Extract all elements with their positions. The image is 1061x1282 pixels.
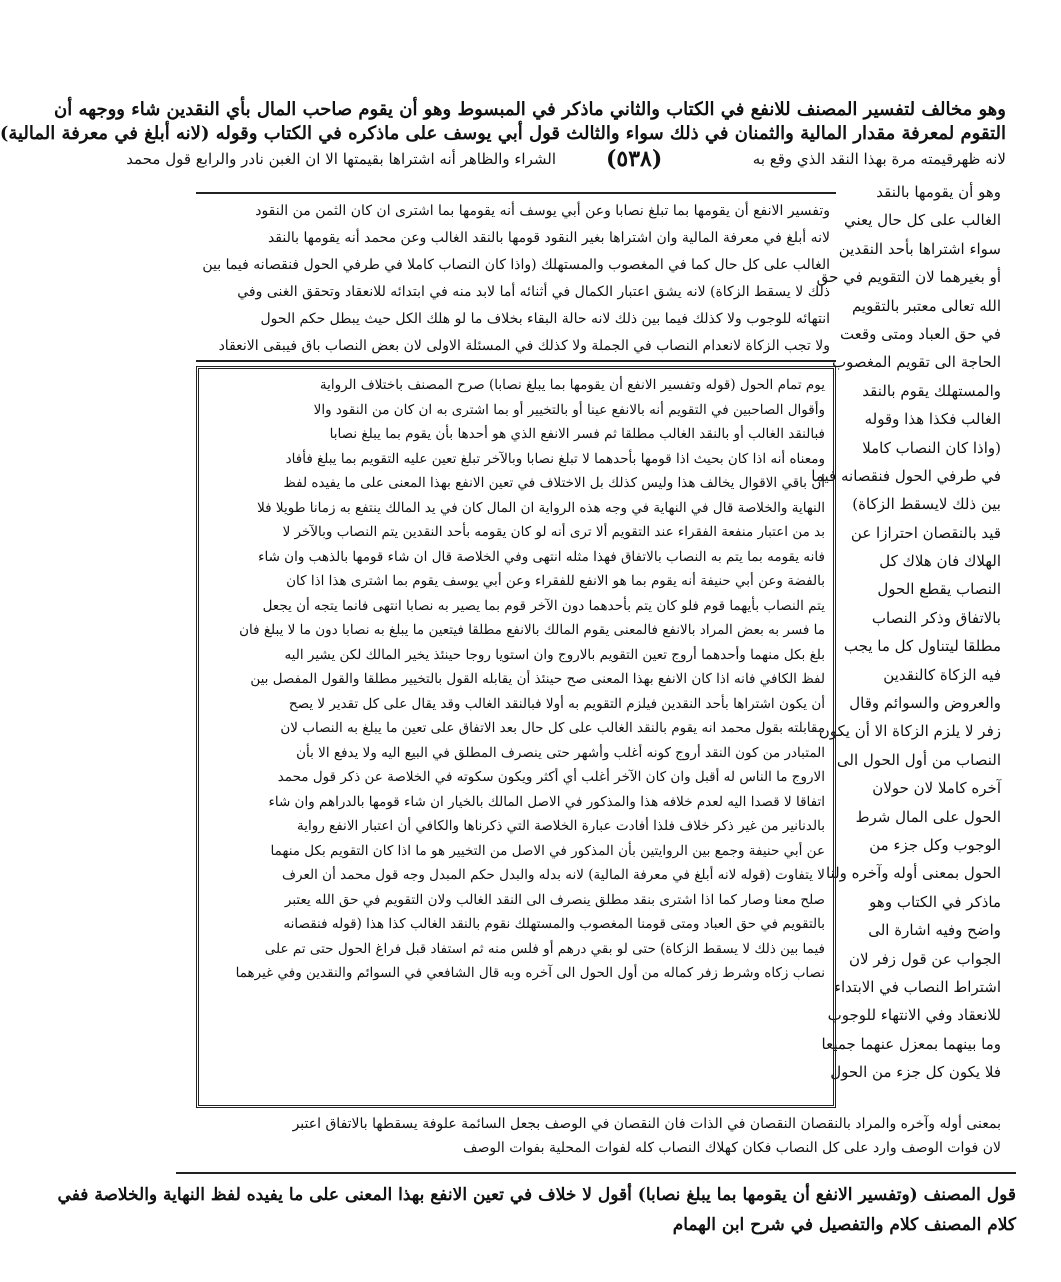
side-line: للانعقاد وفي الانتهاء للوجوب — [827, 1006, 1001, 1025]
commentary-line: يوم تمام الحول (قوله وتفسير الانفع أن يقومها بما يبلغ نصابا) صرح المصنف باختلاف الرواية — [319, 377, 825, 393]
commentary-line: أن باقي الاقوال يخالف هذا وليس كذلك بل الاختلاف في تعين الانفع بهذا المعنى على ما يفيده لفظ — [283, 475, 825, 491]
commentary-line: فيما بين ذلك لا يسقط الزكاة) حتى لو بقي درهم أو فلس منه ثم استفاد قبل فراغ الحول حتى تم على — [264, 940, 825, 957]
side-line: الهلاك فان هلاك كل — [879, 552, 1001, 571]
side-line: زفر لا يلزم الزكاة الا أن يكون — [818, 722, 1001, 741]
commentary-line: لا يتفاوت (قوله لانه أبلغ في معرفة المالية) لانه بدله والبدل حكم المبدل وجه قول محمد أن العرف — [282, 867, 825, 883]
side-line: والعروض والسوائم وقال — [849, 694, 1001, 713]
side-line: بالاتفاق وذكر النصاب — [871, 608, 1001, 627]
commentary-frame — [196, 366, 836, 1108]
running-head-left: الشراء والظاهر أنه اشتراها بقيمتها الا ان الغبن نادر والرابع قول محمد — [126, 150, 556, 168]
commentary-line: ما فسر به بعض المراد بالانفع فالمعنى يقوم المالك بالانفع مطلقا فيتعين ما يبلغ به نصابا دون ما لا يبلغ فان — [239, 622, 825, 638]
commentary-line: ومعناه أنه اذا كان بحيث اذا قومها بأحدهما لا تبلغ نصابا وبالآخر تبلغ تعين عليه التقويم بما يبلغ فأفاد — [285, 450, 825, 467]
footnote-divider — [176, 1172, 1016, 1174]
footnote-line: قول المصنف (وتفسير الانفع أن يقومها بما يبلغ نصابا) أقول لا خلاف في تعين الانفع بهذا المعنى على ما يفيده لفظ النهاية والخلاصة ففي — [57, 1185, 1016, 1205]
side-line: بين ذلك لايسقط الزكاة) — [852, 495, 1001, 514]
side-line: النصاب يقطع الحول — [877, 580, 1001, 599]
commentary-line: نصاب زكاه وشرط زفر كماله من أول الحول الى آخره وبه قال الشافعي في السوائم والنقدين وفي غيرهما — [235, 965, 825, 981]
side-line: الجواب عن قول زفر لان — [849, 949, 1001, 968]
commentary-line: مقابلته بقول محمد انه يقوم بالنقد الغالب على كل حال بعد الاتفاق على تعين ما يبلغ به النصاب لان — [280, 720, 825, 736]
commentary-line: النهاية والخلاصة قال في النهاية في وجه هذه الرواية ان المال كان في يد المالك ينتفع به زمانا طويلا فلا — [257, 499, 825, 516]
commentary-line: بالدنانير من غير ذكر خلاف فلذا أفادت عبارة الخلاصة التي ذكرناها والكافي أن اعتبار الانفع رواية — [296, 818, 825, 834]
main-text-line: ولا تجب الزكاة لانعدام النصاب في الجملة ولا كذلك في المسئلة الاولى لان بعض النصاب باق فيبقى الانعقاد — [218, 338, 830, 354]
side-line: ماذكر في الكتاب وهو — [869, 892, 1001, 911]
side-line: (واذا كان النصاب كاملا — [862, 438, 1001, 457]
footnote-line: كلام المصنف كلام والتفصيل في شرح ابن الهمام — [672, 1215, 1016, 1235]
side-line: مطلقا ليتناول كل ما يجب — [843, 637, 1001, 656]
commentary-line: عن أبي حنيفة وجمع بين الروايتين بأن المذكور في الاصل من التخيير هو ما اذا كان التقويم بكل منهما — [270, 842, 825, 859]
commentary-line: فبالنقد الغالب أو بالنقد الغالب مطلقا ثم فسر الانفع الذي هو أحدها بأن يقوم بما يبلغ نصابا — [329, 426, 825, 442]
side-line: وما بينهما بمعزل عنهما جميعا — [821, 1034, 1001, 1053]
side-line: الحول بمعنى أوله وآخره ولنا — [825, 864, 1001, 883]
side-line: والمستهلك يقوم بالنقد — [862, 381, 1001, 400]
commentary-line: بالفضة وعن أبي حنيفة أنه يقوم بما هو الانفع للفقراء وعن أبي يوسف يقوم بما اشترى هذا اذا كان — [286, 573, 825, 589]
side-line: الغالب على كل حال يعني — [843, 211, 1001, 230]
side-line: قيد بالنقصان احترازا عن — [850, 523, 1001, 542]
side-line: فلا يكون كل جزء من الحول — [830, 1063, 1001, 1082]
side-line: النصاب من أول الحول الى — [836, 750, 1001, 769]
commentary-line: المتبادر من كون النقد أروج كونه أغلب وأشهر حتى ينصرف المطلق في البيع اليه ولا يدفع الا بأن — [296, 744, 825, 761]
side-line: فيه الزكاة كالنقدين — [883, 665, 1001, 684]
running-head-right: لانه ظهرقيمته مرة بهذا النقد الذي وقع به — [752, 150, 1006, 168]
side-line: اشتراط النصاب في الابتداء — [833, 977, 1001, 996]
top-line: التقوم لمعرفة مقدار المالية والثمنان في ذلك سواء والثالث قول أبي يوسف على ماذكره في الكتاب وقوله (لانه أبلغ في معرفة المالية) — [0, 123, 1006, 144]
continuation-line: لان فوات الوصف وارد على كل النصاب فكان كهلاك النصاب كله لفوات المحلية بفوات الوصف — [463, 1140, 1001, 1156]
main-text-line: وتفسير الانفع أن يقومها بما تبلغ نصابا وعن أبي يوسف أنه يقومها بما اشترى ان كان الثمن من النقود — [255, 203, 830, 219]
top-line: وهو مخالف لتفسير المصنف للانفع في الكتاب والثاني ماذكر في المبسوط وهو أن يقوم صاحب المال بأي النقدين شاء ووجهه أن — [54, 99, 1006, 120]
side-line: الله تعالى معتبر بالتقويم — [851, 296, 1001, 315]
commentary-line: أن يكون اشتراها بأحد النقدين فيلزم التقويم به أولا فبالنقد الغالب وقد يقال على كل تقدير لا يصح — [288, 695, 825, 712]
main-text-line: الغالب على كل حال كما في المغصوب والمستهلك (واذا كان النصاب كاملا في طرفي الحول فنقصانه فيما بين — [202, 257, 830, 273]
main-text-line: ذلك لا يسقط الزكاة) لانه يشق اعتبار الكمال في أثنائه أما لابد منه في ابتدائه للانعقاد وتحقق الغنى وفي — [237, 284, 830, 300]
side-line: الحول على المال شرط — [855, 807, 1001, 826]
side-line: سواء اشتراها بأحد النقدين — [838, 239, 1001, 258]
side-line: الوجوب وكل جزء من — [869, 835, 1001, 854]
page-number: (٥٣٨) — [606, 146, 663, 172]
side-line: وهو أن يقومها بالنقد — [876, 183, 1001, 201]
continuation-text — [196, 1112, 1001, 1160]
side-line: آخره كاملا لان حولان — [872, 779, 1001, 798]
side-column — [811, 178, 1001, 1087]
side-line: واضح وفيه اشارة الى — [868, 921, 1001, 940]
side-line: أو بغيرهما لان التقويم في حق — [816, 268, 1001, 287]
commentary-line: الاروج ما الناس له أقبل وان كان الآخر أغلب أي أكثر ويكون سكوته في الخلاصة عن ذكر قول محمد — [277, 769, 825, 785]
commentary-line: اتفاقا لا قصدا اليه لعدم خلافه هذا والمذكور في الاصل المالك بالخيار ان شاء قومها بالدراهم وان شاء — [268, 793, 825, 810]
side-line: في حق العباد ومتى وقعت — [840, 324, 1001, 343]
footnote-block — [57, 1180, 1016, 1240]
commentary-line: فانه يقومه بما يتم به النصاب بالاتفاق فهذا مثله انتهى وفي الخلاصة قال ان شاء قومها بالذهب وان شاء — [258, 548, 825, 565]
commentary-line: بالتقويم في حق العباد ومتى قومنا المغصوب والمستهلك نقوم بالنقد الغالب كذا هذا (قوله فنقصانه — [283, 916, 825, 932]
main-text-frame — [196, 192, 836, 362]
commentary-line: بد من اعتبار منفعة الفقراء عند التقويم ألا ترى أنه لو كان يقومه بأحد النقدين يتم النصاب وبالآخر لا — [282, 524, 825, 540]
main-text-line: لانه أبلغ في معرفة المالية وان اشتراها بغير النقود قومها بالنقد الغالب وعن محمد أنه يقومها بالنقد — [267, 230, 830, 246]
commentary-line: يتم النصاب بأيهما قوم فلو كان يتم بأحدهما دون الآخر قوم بما يصير به نصابا انتهى فانما يتجه أن يجعل — [262, 597, 825, 614]
main-text-line: انتهائه للوجوب ولا كذلك فيما بين ذلك لانه حالة البقاء بخلاف ما لو هلك الكل حيث يبطل حكم الحول — [260, 311, 830, 327]
continuation-line: بمعنى أوله وآخره والمراد بالنقصان النقصان في الذات فان النقصان في الوصف بجعل السائمة علوفة يسقطها بالاتفاق اعتبر — [292, 1116, 1001, 1132]
running-head-row — [126, 146, 1006, 174]
side-line: في طرفي الحول فنقصانه فيما — [811, 466, 1001, 485]
commentary-line: صلح معنا وصار كما اذا اشترى بنقد مطلق ينصرف الى النقد الغالب ولان التقويم في حق الله يعتبر — [284, 891, 825, 908]
commentary-line: لفظ الكافي فانه اذا كان الانفع بهذا المعنى صح حينئذ أن يقابله القول بالتخيير مطلقا والقول المفصل بين — [250, 671, 825, 687]
commentary-line: وأقوال الصاحبين في التقويم أنه بالانفع عينا أو بالتخيير أو بما اشترى به ان كان من النقود والا — [313, 401, 825, 418]
side-line: الحاجة الى تقويم المغصوب — [831, 353, 1001, 372]
side-line: الغالب فكذا هذا وقوله — [864, 410, 1001, 429]
commentary-line: بلغ بكل منهما وأحدهما أروج تعين التقويم بالاروج وان استويا روجا حينئذ يخير المالك لكن يشير اليه — [284, 646, 825, 663]
top-text-block — [0, 98, 1006, 174]
